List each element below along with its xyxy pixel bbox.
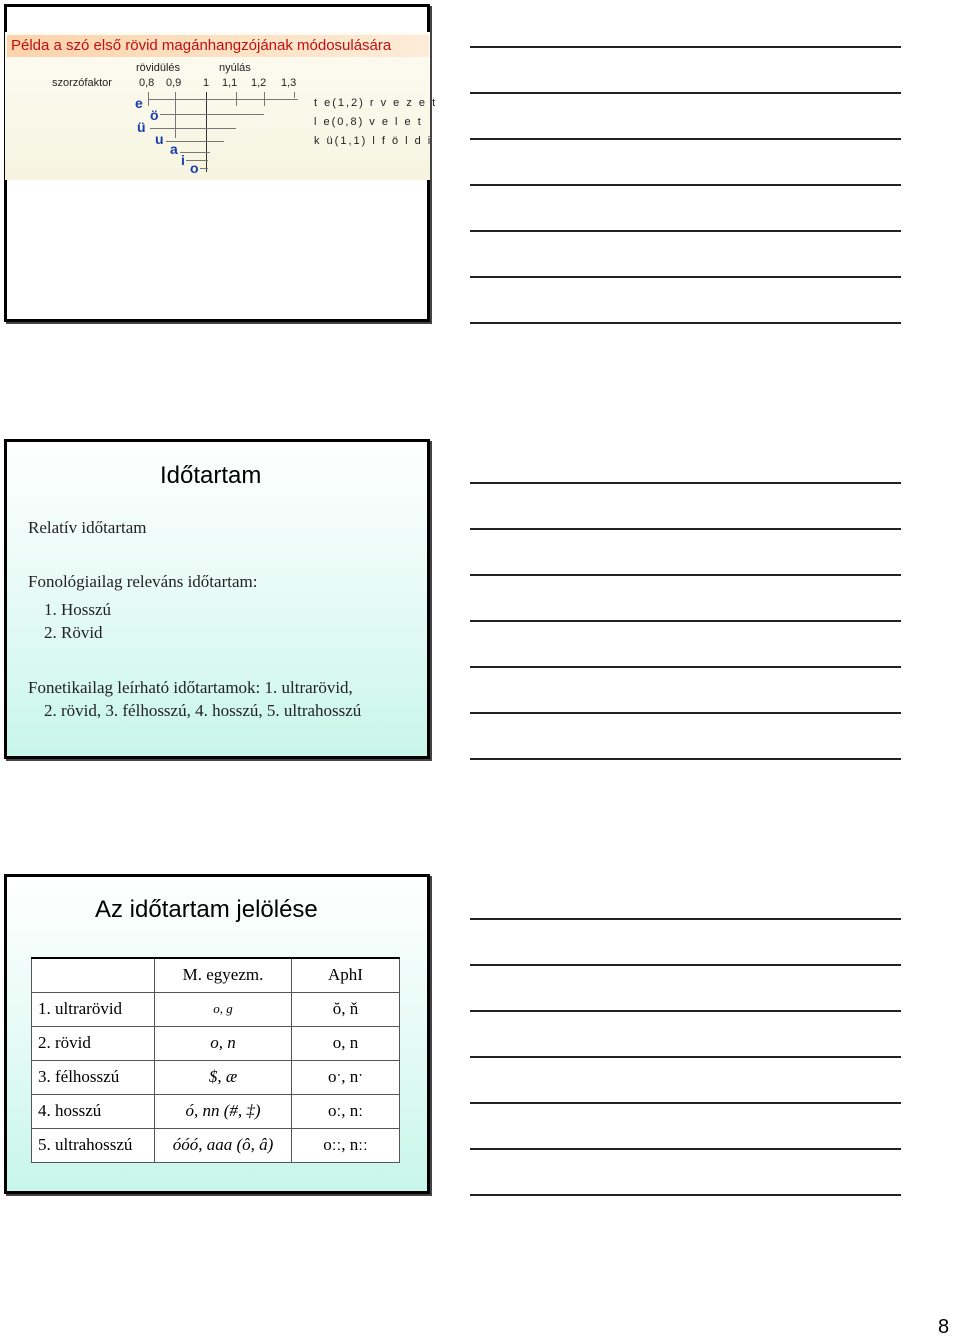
table-cell: oˑ, nˑ xyxy=(292,1060,400,1094)
duration-notation-table xyxy=(31,957,400,1163)
vowel-e: e xyxy=(135,95,143,111)
example-2: l e(0,8) v e l e t xyxy=(314,116,423,128)
lengthening-label: nyúlás xyxy=(219,62,251,74)
vowel-u: u xyxy=(155,131,164,147)
table-row xyxy=(32,1128,400,1162)
slide-title: Az időtartam jelölése xyxy=(95,896,318,923)
phonological-duration: Fonológiailag releváns időtartam: xyxy=(28,572,258,591)
table-header: AphI xyxy=(292,958,400,992)
factor-1-1: 1,1 xyxy=(222,77,238,89)
phonetic-durations: Fonetikailag leírható időtartamok: 1. ultrarövid, xyxy=(28,678,353,697)
table-cell: 4. hosszú xyxy=(32,1094,155,1128)
bar-o xyxy=(200,168,208,169)
table-header: M. egyezm. xyxy=(155,958,292,992)
table-row xyxy=(32,992,400,1026)
example-3: k ü(1,1) l f ö l d i xyxy=(314,135,433,147)
table-cell: 2. rövid xyxy=(32,1026,155,1060)
page-number: 8 xyxy=(938,1316,950,1338)
vowel-i: i xyxy=(181,152,185,168)
factor-0-9: 0,9 xyxy=(166,77,182,89)
vowel-u-umlaut: ü xyxy=(137,119,146,135)
table-cell: óóó, aaa (ô, â) xyxy=(155,1128,292,1162)
factor-0-8: 0,8 xyxy=(139,77,155,89)
phonetic-durations-cont: 2. rövid, 3. félhosszú, 4. hosszú, 5. ultrahosszú xyxy=(44,701,362,720)
bar-e xyxy=(148,99,298,100)
vowel-o-umlaut: ö xyxy=(150,107,159,123)
table-cell: o, n xyxy=(292,1026,400,1060)
table-header xyxy=(32,958,155,992)
slide-title: Időtartam xyxy=(160,462,262,489)
vowel-a: a xyxy=(170,141,178,157)
tick-line xyxy=(294,92,295,98)
table-row xyxy=(32,1094,400,1128)
factor-label: szorzófaktor xyxy=(52,77,112,89)
factor-1: 1 xyxy=(203,77,210,89)
list-item: 1. Hosszú xyxy=(44,600,112,619)
table-cell: oːː, nːː xyxy=(292,1128,400,1162)
factor-1-3: 1,3 xyxy=(281,77,297,89)
notes-lines-3 xyxy=(470,918,901,1240)
table-header-row xyxy=(32,958,400,992)
table-cell: 1. ultrarövid xyxy=(32,992,155,1026)
table-cell: oː, nː xyxy=(292,1094,400,1128)
list-item: 2. Rövid xyxy=(44,623,103,642)
vowel-o: o xyxy=(190,160,199,176)
table-cell: o, g xyxy=(155,992,292,1026)
bar-u-umlaut xyxy=(150,128,236,129)
factor-1-2: 1,2 xyxy=(251,77,267,89)
table-row xyxy=(32,1026,400,1060)
figure-title: Példa a szó első rövid magánhangzójának módosulására xyxy=(7,35,429,57)
table-cell: ó, nn (#, ‡) xyxy=(155,1094,292,1128)
table-row xyxy=(32,1060,400,1094)
notes-lines-1 xyxy=(470,46,901,368)
table-cell: 5. ultrahosszú xyxy=(32,1128,155,1162)
table-cell: ŏ, ň xyxy=(292,992,400,1026)
notes-lines-2 xyxy=(470,482,901,804)
table-cell: o, n xyxy=(155,1026,292,1060)
example-1: t e(1,2) r v e z e t xyxy=(314,97,438,109)
table-cell: $, æ xyxy=(155,1060,292,1094)
bar-o-umlaut xyxy=(160,114,264,115)
relative-duration: Relatív időtartam xyxy=(28,518,147,537)
shortening-label: rövidülés xyxy=(136,62,181,74)
table-cell: 3. félhosszú xyxy=(32,1060,155,1094)
